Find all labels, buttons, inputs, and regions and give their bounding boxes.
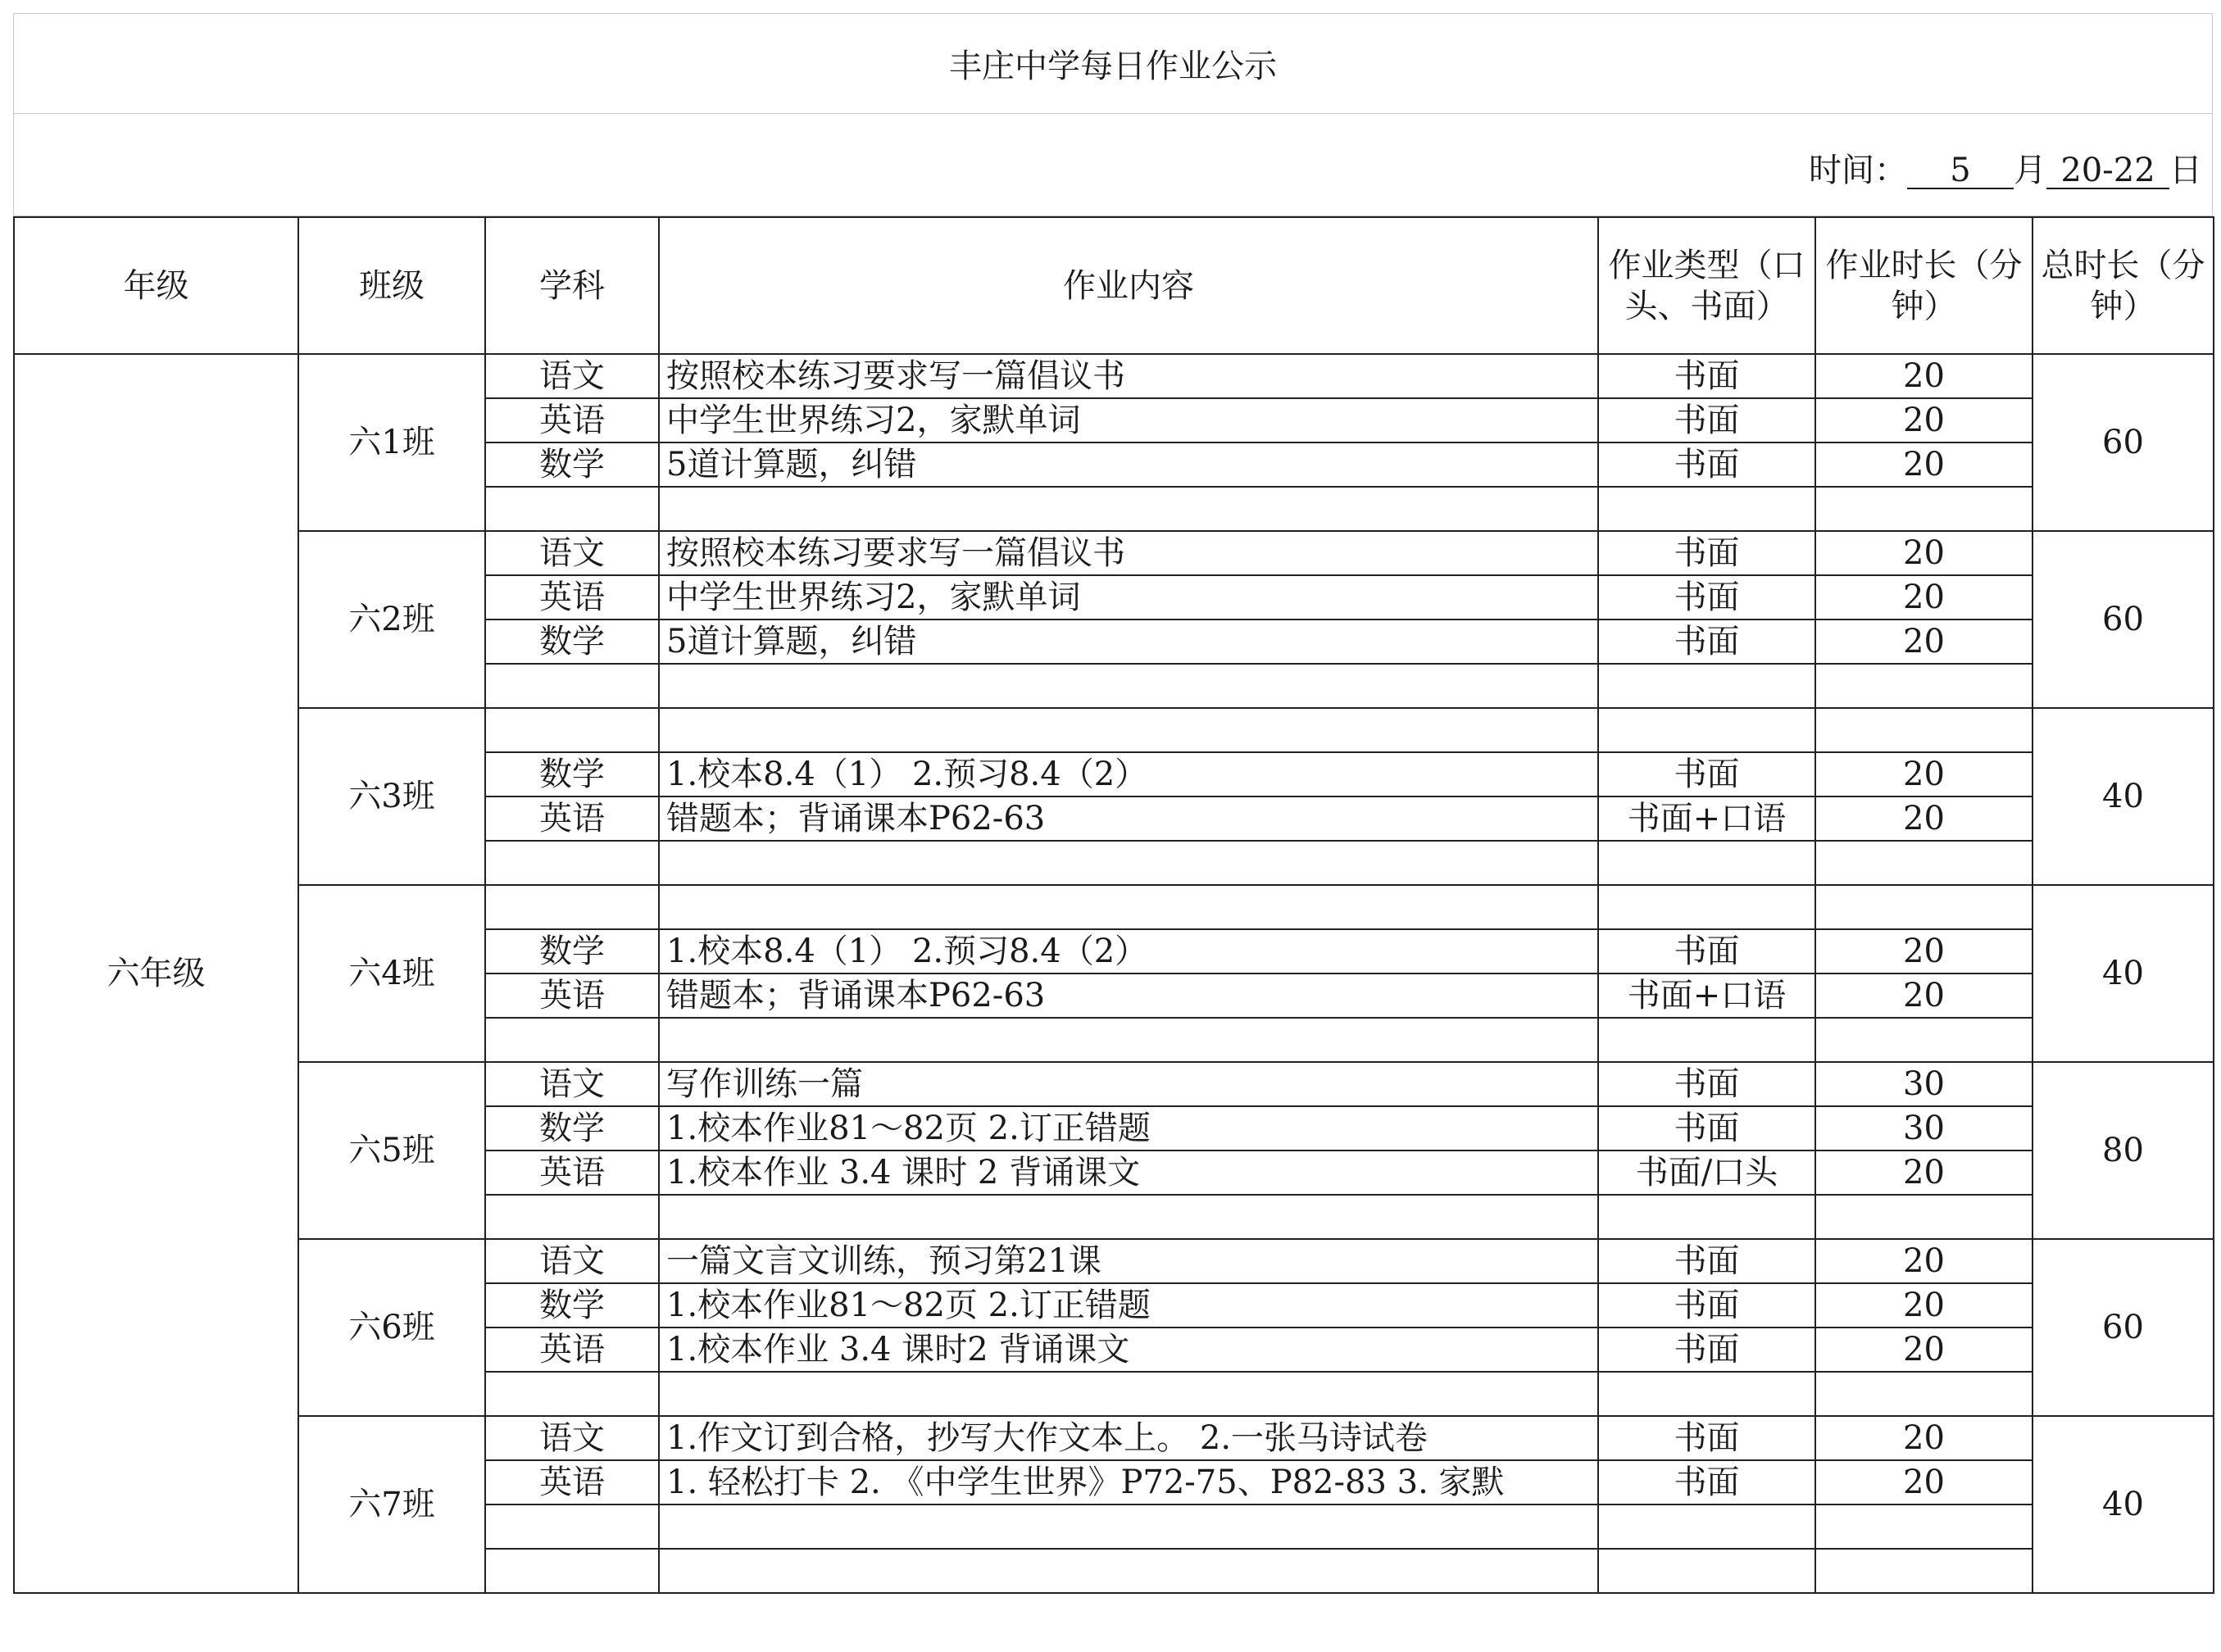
duration-cell <box>1815 841 2033 885</box>
type-cell: 书面 <box>1598 1106 1815 1150</box>
content-cell: 1.校本作业 3.4 课时2 背诵课文 <box>659 1328 1598 1372</box>
subject-cell: 英语 <box>485 398 659 442</box>
subject-cell: 数学 <box>485 929 659 974</box>
grade-cell: 六年级 <box>14 354 298 1593</box>
type-cell: 书面 <box>1598 575 1815 620</box>
header-class: 班级 <box>298 217 485 354</box>
duration-cell: 30 <box>1815 1062 2033 1106</box>
content-cell: 1.校本作业81～82页 2.订正错题 <box>659 1106 1598 1150</box>
type-cell <box>1598 1549 1815 1593</box>
content-cell: 按照校本练习要求写一篇倡议书 <box>659 354 1598 398</box>
class-cell: 六1班 <box>298 354 485 531</box>
table-row <box>14 1062 2214 1106</box>
table-row <box>14 1416 2214 1460</box>
duration-cell: 20 <box>1815 974 2033 1018</box>
date-days: 20-22 <box>2046 153 2169 189</box>
type-cell: 书面 <box>1598 620 1815 664</box>
type-cell: 书面 <box>1598 1239 1815 1283</box>
subject-cell <box>485 664 659 708</box>
content-cell: 一篇文言文训练，预习第21课 <box>659 1239 1598 1283</box>
content-cell: 错题本；背诵课本P62-63 <box>659 796 1598 841</box>
duration-cell <box>1815 1372 2033 1416</box>
total-cell: 40 <box>2033 885 2214 1062</box>
type-cell: 书面 <box>1598 354 1815 398</box>
duration-cell: 20 <box>1815 531 2033 575</box>
total-cell: 60 <box>2033 531 2214 708</box>
content-cell <box>659 1549 1598 1593</box>
subject-cell <box>485 1372 659 1416</box>
class-cell: 六6班 <box>298 1239 485 1416</box>
type-cell: 书面 <box>1598 442 1815 487</box>
subject-cell: 英语 <box>485 1460 659 1504</box>
header-row <box>14 217 2214 354</box>
content-cell: 5道计算题，纠错 <box>659 442 1598 487</box>
sheet-title-cell <box>13 13 2213 113</box>
date-cell <box>13 113 2213 216</box>
header-subject: 学科 <box>485 217 659 354</box>
homework-table <box>13 216 2214 1594</box>
subject-cell <box>485 1504 659 1549</box>
total-cell: 60 <box>2033 354 2214 531</box>
subject-cell <box>485 841 659 885</box>
content-cell: 1.校本作业81～82页 2.订正错题 <box>659 1283 1598 1328</box>
type-cell: 书面 <box>1598 929 1815 974</box>
content-cell: 1.校本作业 3.4 课时 2 背诵课文 <box>659 1150 1598 1195</box>
duration-cell: 20 <box>1815 398 2033 442</box>
duration-cell: 20 <box>1815 354 2033 398</box>
duration-cell: 20 <box>1815 1150 2033 1195</box>
duration-cell: 20 <box>1815 796 2033 841</box>
duration-cell: 20 <box>1815 1283 2033 1328</box>
duration-cell: 30 <box>1815 1106 2033 1150</box>
table-row <box>14 885 2214 929</box>
duration-cell <box>1815 1018 2033 1062</box>
type-cell: 书面/口头 <box>1598 1150 1815 1195</box>
subject-cell: 语文 <box>485 531 659 575</box>
duration-cell <box>1815 487 2033 531</box>
duration-cell <box>1815 664 2033 708</box>
header-grade: 年级 <box>14 217 298 354</box>
subject-cell: 数学 <box>485 442 659 487</box>
type-cell <box>1598 885 1815 929</box>
subject-cell <box>485 1018 659 1062</box>
type-cell: 书面 <box>1598 1283 1815 1328</box>
total-cell: 80 <box>2033 1062 2214 1239</box>
content-cell: 1.作文订到合格，抄写大作文本上。 2.一张马诗试卷 <box>659 1416 1598 1460</box>
subject-cell: 数学 <box>485 752 659 796</box>
header-type: 作业类型（口头、书面） <box>1598 217 1815 354</box>
class-cell: 六7班 <box>298 1416 485 1593</box>
content-cell <box>659 1018 1598 1062</box>
type-cell <box>1598 1018 1815 1062</box>
duration-cell: 20 <box>1815 1239 2033 1283</box>
header-content: 作业内容 <box>659 217 1598 354</box>
subject-cell <box>485 708 659 752</box>
duration-cell: 20 <box>1815 620 2033 664</box>
class-cell: 六2班 <box>298 531 485 708</box>
type-cell: 书面 <box>1598 1328 1815 1372</box>
content-cell: 错题本；背诵课本P62-63 <box>659 974 1598 1018</box>
content-cell: 按照校本练习要求写一篇倡议书 <box>659 531 1598 575</box>
content-cell <box>659 487 1598 531</box>
subject-cell: 英语 <box>485 974 659 1018</box>
type-cell <box>1598 664 1815 708</box>
type-cell <box>1598 841 1815 885</box>
subject-cell <box>485 1549 659 1593</box>
type-cell: 书面+口语 <box>1598 796 1815 841</box>
duration-cell: 20 <box>1815 752 2033 796</box>
subject-cell: 英语 <box>485 796 659 841</box>
type-cell: 书面 <box>1598 752 1815 796</box>
subject-cell: 语文 <box>485 1062 659 1106</box>
content-cell <box>659 841 1598 885</box>
date-month-suffix: 月 <box>2014 152 2046 189</box>
sheet-title: 丰庄中学每日作业公示 <box>949 48 1277 85</box>
content-cell: 写作训练一篇 <box>659 1062 1598 1106</box>
content-cell <box>659 1504 1598 1549</box>
date-line <box>1809 144 2202 191</box>
content-cell <box>659 1195 1598 1239</box>
total-cell: 40 <box>2033 1416 2214 1593</box>
total-cell: 40 <box>2033 708 2214 885</box>
type-cell: 书面 <box>1598 398 1815 442</box>
content-cell <box>659 708 1598 752</box>
type-cell <box>1598 1195 1815 1239</box>
subject-cell: 数学 <box>485 1106 659 1150</box>
table-body <box>14 354 2214 1593</box>
subject-cell <box>485 1195 659 1239</box>
type-cell: 书面 <box>1598 531 1815 575</box>
subject-cell: 语文 <box>485 354 659 398</box>
type-cell <box>1598 708 1815 752</box>
subject-cell: 数学 <box>485 1283 659 1328</box>
header-total: 总时长（分钟） <box>2033 217 2214 354</box>
date-day-suffix: 日 <box>2169 152 2202 189</box>
class-cell: 六3班 <box>298 708 485 885</box>
duration-cell <box>1815 885 2033 929</box>
date-month: 5 <box>1907 153 2014 189</box>
content-cell <box>659 1372 1598 1416</box>
duration-cell: 20 <box>1815 1328 2033 1372</box>
subject-cell: 英语 <box>485 575 659 620</box>
class-cell: 六5班 <box>298 1062 485 1239</box>
content-cell: 5道计算题，纠错 <box>659 620 1598 664</box>
content-cell: 1.校本8.4（1） 2.预习8.4（2） <box>659 929 1598 974</box>
duration-cell <box>1815 1549 2033 1593</box>
table-row <box>14 531 2214 575</box>
type-cell: 书面 <box>1598 1062 1815 1106</box>
duration-cell: 20 <box>1815 1460 2033 1504</box>
total-cell: 60 <box>2033 1239 2214 1416</box>
subject-cell: 语文 <box>485 1416 659 1460</box>
content-cell <box>659 664 1598 708</box>
duration-cell: 20 <box>1815 1416 2033 1460</box>
subject-cell <box>485 487 659 531</box>
subject-cell <box>485 885 659 929</box>
class-cell: 六4班 <box>298 885 485 1062</box>
type-cell <box>1598 487 1815 531</box>
content-cell: 1.校本8.4（1） 2.预习8.4（2） <box>659 752 1598 796</box>
subject-cell: 英语 <box>485 1328 659 1372</box>
duration-cell <box>1815 708 2033 752</box>
type-cell: 书面+口语 <box>1598 974 1815 1018</box>
duration-cell: 20 <box>1815 442 2033 487</box>
duration-cell: 20 <box>1815 575 2033 620</box>
header-duration: 作业时长（分钟） <box>1815 217 2033 354</box>
table-row <box>14 354 2214 398</box>
subject-cell: 数学 <box>485 620 659 664</box>
date-prefix: 时间： <box>1809 152 1907 189</box>
content-cell: 中学生世界练习2，家默单词 <box>659 398 1598 442</box>
subject-cell: 语文 <box>485 1239 659 1283</box>
type-cell <box>1598 1504 1815 1549</box>
subject-cell: 英语 <box>485 1150 659 1195</box>
duration-cell: 20 <box>1815 929 2033 974</box>
duration-cell <box>1815 1504 2033 1549</box>
table-row <box>14 708 2214 752</box>
type-cell <box>1598 1372 1815 1416</box>
duration-cell <box>1815 1195 2033 1239</box>
content-cell: 中学生世界练习2，家默单词 <box>659 575 1598 620</box>
content-cell: 1. 轻松打卡 2. 《中学生世界》P72-75、P82-83 3. 家默 <box>659 1460 1598 1504</box>
table-row <box>14 1239 2214 1283</box>
type-cell: 书面 <box>1598 1460 1815 1504</box>
type-cell: 书面 <box>1598 1416 1815 1460</box>
content-cell <box>659 885 1598 929</box>
